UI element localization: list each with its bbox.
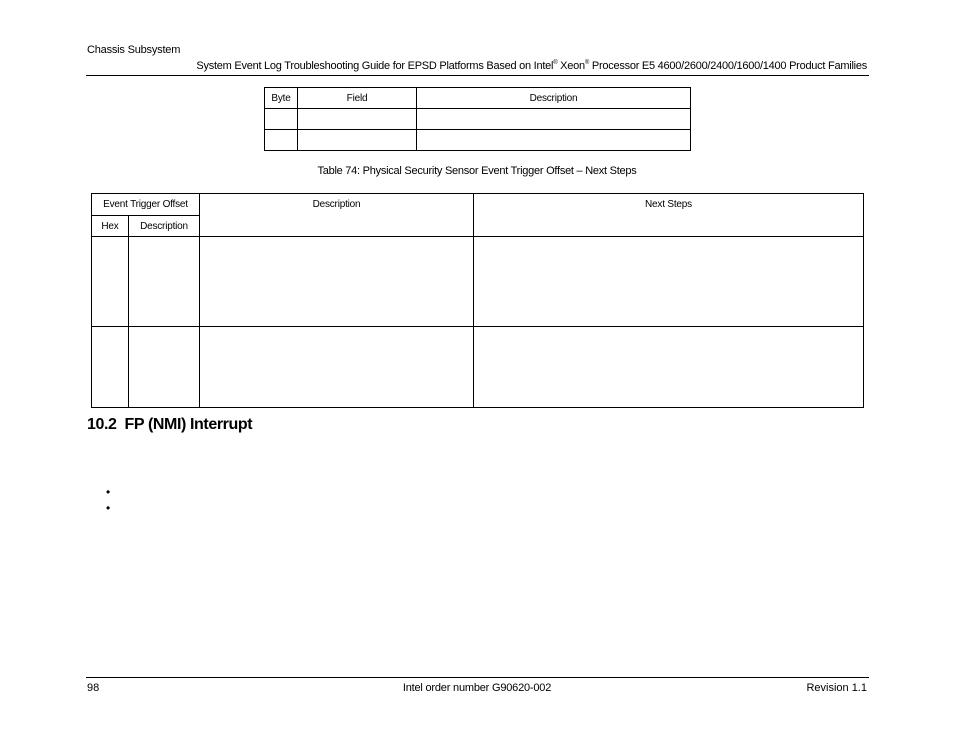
footer-revision: Revision 1.1: [806, 682, 867, 694]
table-row: [92, 237, 864, 327]
registered-mark: ®: [584, 60, 590, 66]
table-row: [265, 109, 691, 130]
event-trigger-offset-table: [91, 193, 864, 408]
section-title: FP (NMI) Interrupt: [124, 416, 253, 433]
footer-order-number: Intel order number G90620-002: [402, 682, 552, 694]
column-header-offset-description: Description: [129, 216, 200, 237]
column-header-field: Field: [298, 88, 417, 109]
table-header-row: [92, 194, 864, 216]
column-header-hex: Hex: [92, 216, 129, 237]
footer-rule: [86, 677, 869, 678]
section-heading: [87, 416, 252, 434]
byte-field-table: [264, 87, 691, 151]
table-row: [92, 327, 864, 408]
table-row: [265, 130, 691, 151]
column-header-description: Description: [200, 194, 474, 237]
column-header-next-steps: Next Steps: [474, 194, 864, 237]
header-section-label: Chassis Subsystem: [87, 44, 181, 56]
registered-mark: ®: [553, 60, 558, 66]
header-rule: [86, 75, 869, 76]
bullet-point: •: [106, 501, 111, 515]
section-number: 10.2: [87, 416, 117, 433]
bullet-point: •: [106, 485, 111, 499]
column-header-description: Description: [417, 88, 691, 109]
table-header-row: [265, 88, 691, 109]
header-document-title: System Event Log Troubleshooting Guide for EPSD Platforms Based on Intel® Xeon® Processor E5 4600/2600/2400/1600/1400 Product Families: [196, 60, 867, 72]
table-caption: Table 74: Physical Security Sensor Event Trigger Offset – Next Steps: [317, 165, 637, 177]
column-header-byte: Byte: [265, 88, 298, 109]
column-header-event-trigger-offset: Event Trigger Offset: [92, 194, 200, 216]
footer-page-number: 98: [87, 682, 100, 694]
